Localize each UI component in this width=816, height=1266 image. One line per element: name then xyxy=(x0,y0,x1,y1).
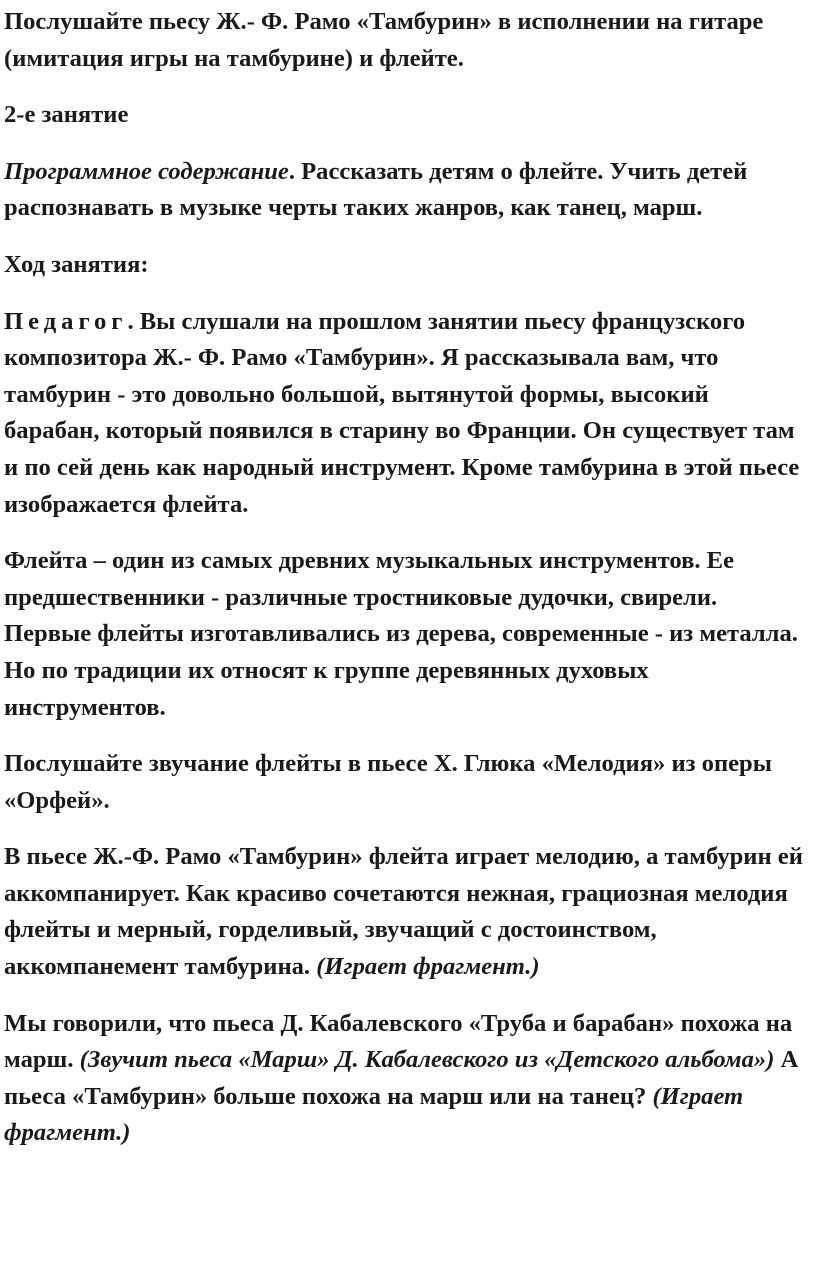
paragraph-flute-history xyxy=(4,543,810,726)
program-content-label: Программное содержание xyxy=(4,157,289,185)
lesson-progress-label: Ход занятия: xyxy=(4,250,149,278)
paragraph-program-content xyxy=(4,154,810,227)
lesson-progress-heading xyxy=(4,247,810,284)
paragraph-text: Послушайте пьесу Ж.- Ф. Рамо «Тамбурин» в исполнении на гитаре (имитация игры на тамбурине) и флейте. xyxy=(4,8,764,72)
paragraph-rameau-tambourin xyxy=(4,839,810,985)
paragraph-text: Мы говорили, что пьеса Д. Кабалевского «Труба и барабан» похожа на марш. xyxy=(4,1009,793,1074)
teacher-speaker-label: Педагог xyxy=(4,307,128,335)
paragraph-listen-rameau xyxy=(4,4,810,77)
stage-direction: (Звучит пьеса «Марш» Д. Кабалевского из «Детского альбома») xyxy=(79,1046,775,1074)
paragraph-listen-gluck xyxy=(4,746,810,819)
paragraph-text: Флейта – один из самых древних музыкальных инструментов. Ее предшественники - различные тростниковые дудочки, свирели. Первые флейты изготавливались из дерева, современные - из металла. Но по традиции их относят к группе деревянных духовых инструментов. xyxy=(4,547,798,721)
program-content-text: . Рассказать детям о флейте. Учить детей распознавать в музыке черты таких жанров, как танец, марш. xyxy=(4,157,748,222)
paragraph-march-or-dance xyxy=(4,1006,810,1152)
lesson-heading xyxy=(4,97,810,134)
teacher-speech-text: . Вы слушали на прошлом занятии пьесу французского композитора Ж.- Ф. Рамо «Тамбурин». Я рассказывала вам, что тамбурин - это довольно большой, вытянутой формы, высокий барабан, который появился в старину во Франции. Он существует там и по сей день как народный инструмент. Кроме тамбурина в этой пьесе изображается флейта. xyxy=(4,307,800,518)
paragraph-text: В пьесе Ж.-Ф. Рамо «Тамбурин» флейта играет мелодию, а тамбурин ей аккомпанирует. Как красиво сочетаются нежная, грациозная мелодия флейты и мерный, горделивый, звучащий с достоинством, аккомпанемент тамбурина. xyxy=(4,843,803,981)
paragraph-text: Послушайте звучание флейты в пьесе Х. Глюка «Мелодия» из оперы «Орфей». xyxy=(4,750,772,814)
paragraph-teacher-speech xyxy=(4,304,810,524)
lesson-number: 2-е занятие xyxy=(4,101,129,129)
stage-direction: (Играет фрагмент.) xyxy=(316,953,540,981)
paragraph-text: А пьеса «Тамбурин» больше похожа на марш или на танец? xyxy=(4,1046,799,1110)
stage-direction: (Играет фрагмент.) xyxy=(4,1082,744,1147)
